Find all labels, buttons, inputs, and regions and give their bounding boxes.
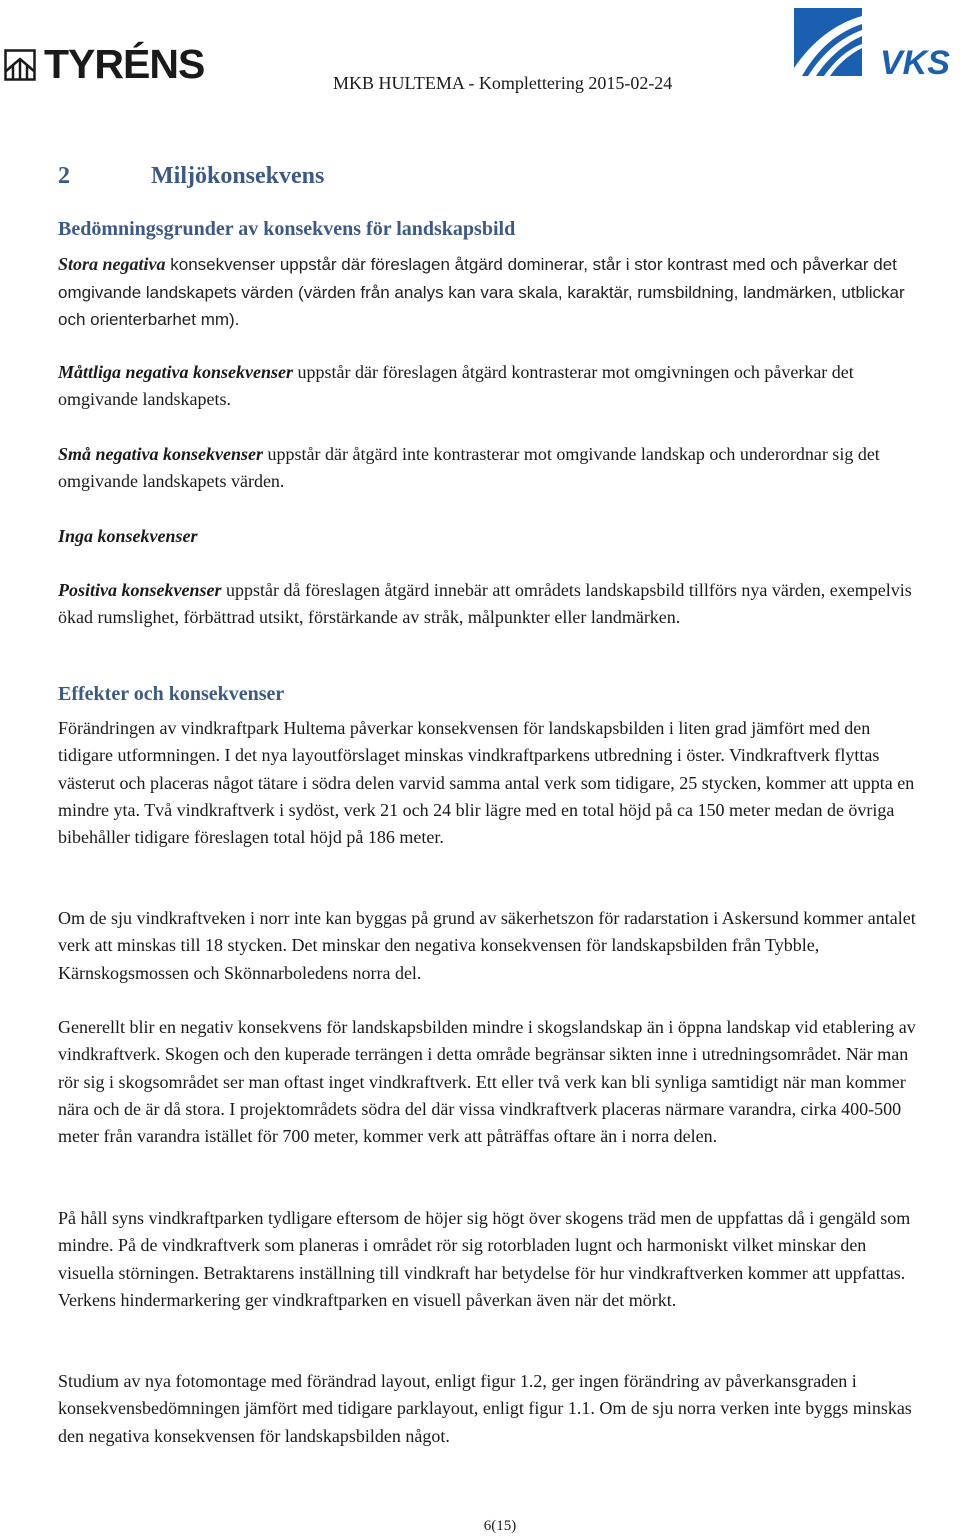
criteria-text: uppstår där åtgärd inte kontrasterar mot omgivande landskap och underordnar sig det omgivande landskapets värden. (58, 444, 880, 492)
criteria-paragraph (58, 577, 918, 632)
vks-logo-text: VKS (880, 44, 950, 80)
criteria-text: uppstår då föreslagen åtgärd innebär att områdets landskapsbild tillförs nya värden, exempelvis ökad rumslighet, förbättrad utsikt, förstärkande av stråk, målpunkter eller landmärken. (58, 580, 912, 628)
effects-heading: Effekter och konsekvenser (58, 683, 285, 705)
section-heading (58, 163, 324, 190)
effects-paragraph: Om de sju vindkraftveken i norr inte kan byggas på grund av säkerhetszon för radarstation i Askersund kommer antalet verk att minskas till 18 stycken. Det minskar den negativa konsekvensen för landskapsbilden från Tybble, Kärnskogsmossen och Skönnarboledens norra del. (58, 908, 916, 983)
criteria-text: uppstår där föreslagen åtgärd kontrasterar mot omgivningen och påverkar det omgivande landskapets. (58, 362, 854, 410)
vks-logo (794, 8, 954, 80)
section-title: Miljökonsekvens (151, 163, 325, 189)
criteria-lead: Små negativa konsekvenser (58, 444, 263, 464)
tyrens-logo (4, 41, 205, 87)
page-number: 6(15) (483, 1518, 517, 1534)
section-number: 2 (58, 163, 70, 189)
criteria-lead: Inga konsekvenser (58, 526, 198, 546)
effects-paragraph: Förändringen av vindkraftpark Hultema påverkar konsekvensen för landskapsbilden i liten grad jämfört med den tidigare utformningen. I det nya layoutförslaget minskas vindkraftparkens utbredning i öster. Vindkraftverk flyttas västerut och placeras något tätare i södra delen varvid samma antal verk som tidigare, 25 stycken, kommer att uppta en mindre yta. Två vindkraftverk i sydöst, verk 21 och 24 blir lägre med en total höjd på ca 150 meter medan de övriga bibehåller tidigare föreslagen total höjd på 186 meter. (58, 718, 915, 848)
criteria-paragraph (58, 441, 918, 496)
criteria-paragraph (58, 523, 918, 550)
effects-paragraph: Generellt blir en negativ konsekvens för landskapsbilden mindre i skogslandskap än i öppna landskap vid etablering av vindkraftverk. Skogen och den kuperade terrängen i detta område begränsar sikten inne i utredningsområdet. När man rör sig i skogsområdet ser man oftast inget vindkraftverk. Ett eller två verk kan bli synliga samtidigt när man kommer nära och de är då stora. I projektområdets södra del där vissa vindkraftverk placeras närmare varandra, cirka 400-500 meter från varandra istället för 700 meter, kommer verk att påträffas oftare än i norra delen. (58, 1017, 916, 1147)
criteria-lead: Positiva konsekvenser (58, 580, 222, 600)
criteria-lead: Måttliga negativa konsekvenser (58, 362, 293, 382)
effects-paragraph: Studium av nya fotomontage med förändrad layout, enligt figur 1.2, ger ingen förändring av påverkansgraden i konsekvensbedömningen jämfört med tidigare parklayout, enligt figur 1.1. Om de sju norra verken inte byggs minskas den negativa konsekvensen för landskapsbilden något. (58, 1371, 912, 1446)
effects-paragraph: På håll syns vindkraftparken tydligare eftersom de höjer sig högt över skogens träd men de uppfattas då i gengäld som mindre. På de vindkraftverk som planeras i området rör sig rotorbladen lugnt och harmoniskt vilket minskar den visuella störningen. Betraktarens inställning till vindkraft har betydelse för hur vindkraftverken kommer att uppfattas. Verkens hindermarkering ger vindkraftparken en visuell påverkan även när det mörkt. (58, 1208, 911, 1310)
criteria-paragraph (58, 359, 918, 414)
criteria-text: konsekvenser uppstår där föreslagen åtgärd dominerar, står i stor kontrast med och påverkar det omgivande landskapets värden (värden från analys kan vara skala, karaktär, rumsbildning, landmärken, utblickar och orienterbarhet mm). (58, 255, 905, 329)
header-document-title: MKB HULTEMA - Komplettering 2015-02-24 (333, 73, 673, 93)
criteria-lead: Stora negativa (58, 254, 166, 274)
tyrens-logo-text: TYRÉNS (44, 41, 205, 87)
criteria-paragraph (58, 251, 918, 334)
tyrens-mark-icon (4, 49, 36, 81)
criteria-heading: Bedömningsgrunder av konsekvens för landskapsbild (58, 218, 516, 240)
page-header (0, 0, 960, 110)
